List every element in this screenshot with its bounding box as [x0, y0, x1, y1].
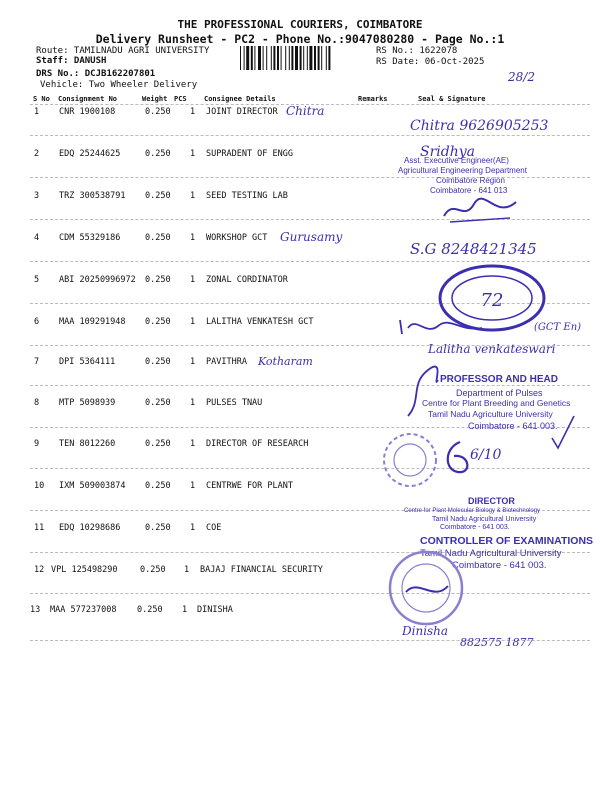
handwritten-count: 28/2	[508, 70, 535, 84]
stamp-text: Centre for Plant Molecular Biology & Biotechnology	[404, 508, 541, 514]
row-consignee: PULSES TNAU	[206, 398, 263, 408]
row-consignee: BAJAJ FINANCIAL SECURITY	[200, 565, 323, 575]
row-weight: 0.250	[145, 523, 171, 533]
drs-number: DRS No.: DCJB162207801	[36, 69, 156, 79]
row-consignee: PAVITHRA	[206, 357, 247, 367]
row-weight: 0.250	[145, 149, 171, 159]
stamp-text: Coimbatore - 641 003.	[452, 560, 547, 571]
row-pcs: 1	[190, 398, 196, 408]
faded-seal-icon	[378, 430, 442, 490]
row-sno: 9	[34, 439, 40, 449]
stamp-text: Tamil Nadu Agricultural University	[420, 548, 562, 559]
row-consignment: EDQ 25244625	[59, 149, 121, 159]
col-consignee: Consignee Details	[204, 95, 276, 103]
stamp-text: Coimbatore - 641 003.	[468, 421, 558, 431]
row-consignment: CDM 55329186	[59, 233, 121, 243]
handwritten-signature: 6/10	[470, 447, 502, 463]
row-consignment: CNR 1900108	[59, 107, 116, 117]
stamp-text: Centre for Plant Breeding and Genetics	[422, 398, 571, 408]
row-sno: 11	[34, 523, 45, 533]
row-consignment: MAA 577237008	[50, 605, 117, 615]
row-consignee: JOINT DIRECTOR	[206, 107, 278, 117]
row-weight: 0.250	[140, 565, 166, 575]
row-divider	[30, 593, 590, 594]
handwritten-signature: Chitra 9626905253	[410, 118, 549, 134]
handwritten-note: (GCT En)	[534, 322, 582, 333]
stamp-text: DIRECTOR	[468, 496, 515, 506]
row-sno: 7	[34, 357, 40, 367]
row-pcs: 1	[190, 233, 196, 243]
barcode-image	[240, 46, 372, 70]
stamp-text: Coimbatore - 641 003.	[440, 524, 510, 531]
staff-text: Staff: DANUSH	[36, 56, 107, 66]
runsheet-subtitle: Delivery Runsheet - PC2 - Phone No.:9047080280 - Page No.:1	[95, 32, 505, 46]
handwritten-name: Gurusamy	[280, 230, 343, 244]
row-sno: 10	[34, 481, 45, 491]
row-pcs: 1	[184, 565, 190, 575]
row-sno: 6	[34, 317, 40, 327]
row-sno: 13	[30, 605, 41, 615]
handwritten-signature: Lalitha venkateswari	[428, 342, 556, 356]
row-weight: 0.250	[145, 439, 171, 449]
tick-mark-icon	[548, 412, 578, 452]
row-pcs: 1	[190, 357, 196, 367]
col-sno: S No	[33, 95, 50, 103]
row-weight: 0.250	[145, 317, 171, 327]
stamp-text: Coimbatore Region	[436, 176, 505, 185]
stamp-text: Tamil Nadu Agricultural University	[432, 516, 537, 523]
row-consignee: DINISHA	[197, 605, 233, 615]
row-consignment: ABI 20250996972	[59, 275, 136, 285]
col-seal-signature: Seal & Signature	[418, 95, 486, 103]
row-consignee: SEED TESTING LAB	[206, 191, 288, 201]
stamp-text: Agricultural Engineering Department	[398, 166, 527, 175]
stamp-text: CONTROLLER OF EXAMINATIONS	[420, 535, 594, 547]
row-pcs: 1	[182, 605, 188, 615]
row-pcs: 1	[190, 481, 196, 491]
row-divider	[30, 135, 590, 136]
row-consignment: MTP 5098939	[59, 398, 116, 408]
row-consignment: TRZ 300538791	[59, 191, 126, 201]
col-weight: Weight	[142, 95, 168, 103]
signature-scribble-icon	[402, 360, 442, 420]
rs-date: RS Date: 06-Oct-2025	[376, 57, 485, 67]
col-remarks: Remarks	[358, 95, 388, 103]
row-pcs: 1	[190, 439, 196, 449]
row-weight: 0.250	[145, 233, 171, 243]
row-consignment: MAA 109291948	[59, 317, 126, 327]
col-pcs: PCS	[174, 95, 187, 103]
row-divider	[30, 177, 590, 178]
stamp-text: Department of Pulses	[456, 388, 543, 398]
row-consignment: DPI 5364111	[59, 357, 116, 367]
row-weight: 0.250	[137, 605, 163, 615]
col-consignment: Consignment No	[58, 95, 118, 103]
row-consignee: COE	[206, 523, 222, 533]
company-title: THE PROFESSIONAL COURIERS, COIMBATORE	[177, 18, 423, 31]
stamp-text: Coimbatore - 641 013	[430, 186, 508, 195]
vehicle-text: Vehicle: Two Wheeler Delivery	[40, 80, 198, 90]
row-pcs: 1	[190, 191, 196, 201]
row-pcs: 1	[190, 149, 196, 159]
row-pcs: 1	[190, 107, 196, 117]
handwritten-name: Kotharam	[258, 355, 313, 368]
handwritten-signature: Dinisha	[402, 624, 449, 638]
row-pcs: 1	[190, 317, 196, 327]
signature-scribble-icon	[440, 192, 520, 228]
row-consignee: SUPRADENT OF ENGG	[206, 149, 293, 159]
handwritten-signature: Sridhya	[420, 144, 475, 160]
row-sno: 3	[34, 191, 40, 201]
row-pcs: 1	[190, 523, 196, 533]
stamp-text: PROFESSOR AND HEAD	[440, 374, 558, 385]
row-pcs: 1	[190, 275, 196, 285]
row-consignee: ZONAL CORDINATOR	[206, 275, 288, 285]
row-consignment: IXM 509003874	[59, 481, 126, 491]
faded-seal-icon	[384, 548, 468, 628]
row-sno: 4	[34, 233, 40, 243]
row-divider	[30, 385, 590, 386]
row-sno: 1	[34, 107, 40, 117]
row-weight: 0.250	[145, 481, 171, 491]
row-consignee: DIRECTOR OF RESEARCH	[206, 439, 309, 449]
row-weight: 0.250	[145, 357, 171, 367]
row-consignment: TEN 8012260	[59, 439, 116, 449]
signature-scribble-icon	[396, 314, 486, 338]
row-consignee: WORKSHOP GCT	[206, 233, 268, 243]
rs-number: RS No.: 1622078	[376, 46, 458, 56]
row-weight: 0.250	[145, 191, 171, 201]
handwritten-signature: S.G 8248421345	[410, 240, 537, 258]
handwritten-name: Chitra	[286, 104, 325, 118]
row-sno: 8	[34, 398, 40, 408]
row-weight: 0.250	[145, 398, 171, 408]
route-text: Route: TAMILNADU AGRI UNIVERSITY	[36, 46, 210, 56]
svg-text:72: 72	[480, 290, 504, 311]
handwritten-phone: 882575 1877	[460, 636, 534, 649]
signature-scribble-icon	[440, 438, 474, 476]
row-weight: 0.250	[145, 275, 171, 285]
row-sno: 12	[34, 565, 45, 575]
row-sno: 5	[34, 275, 40, 285]
stamp-text: Tamil Nadu Agriculture University	[428, 409, 553, 419]
row-sno: 2	[34, 149, 40, 159]
stamp-text: Asst. Executive Engineer(AE)	[404, 156, 509, 165]
row-consignment: EDQ 10298686	[59, 523, 121, 533]
row-consignee: CENTRWE FOR PLANT	[206, 481, 293, 491]
row-weight: 0.250	[145, 107, 171, 117]
row-consignee: LALITHA VENKATESH GCT	[206, 317, 314, 327]
row-consignment: VPL 125498290	[51, 565, 118, 575]
row-divider	[30, 468, 590, 469]
